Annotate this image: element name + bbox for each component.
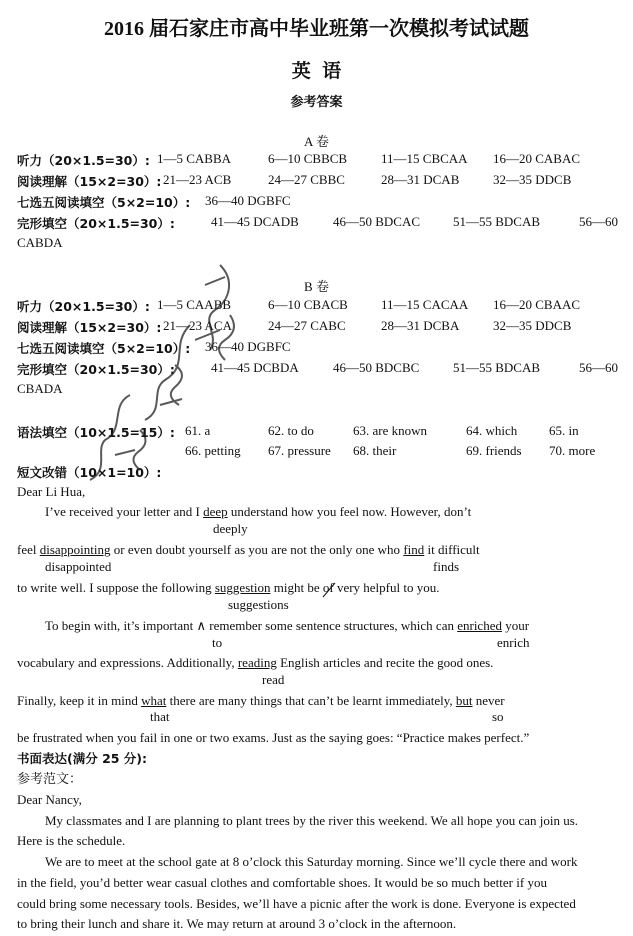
error-word: what [141,693,167,708]
error-word: disappointing [39,542,111,557]
paper-a-cloze-ans-1: 41—45 DCADB [211,214,299,229]
paper-a-seven-ans: 36—40 DGBFC [205,193,291,208]
paper-a-label: A 卷 [304,134,329,149]
paper-b-listening-ans-3: 11—15 CACAA [381,297,469,312]
paper-b-cloze-label: 完形填空（20×1.5=30）: [17,362,175,377]
grammar-item: 68. their [353,443,397,458]
paper-b-listening-ans-1: 1—5 CAABB [157,297,232,312]
writing-line: My classmates and I are planning to plant trees by the river this weekend. We all hope you can join us. [45,813,579,828]
paper-b-reading-ans-2: 24—27 CABC [268,318,346,333]
paper-a-cloze-ans-2: 46—50 BDCAC [333,214,421,229]
writing-line: We are to meet at the school gate at 8 o’clock this Saturday morning. Since we’ll cycle there and work [45,854,578,869]
paper-a-listening-ans-3: 11—15 CBCAA [381,151,468,166]
paper-a-listening-ans-1: 1—5 CABBA [157,151,232,166]
correction-word: disappointed [45,559,112,574]
correction-greeting: Dear Li Hua, [17,484,86,499]
paper-a-cloze-ans-3: 51—55 BDCAB [453,214,541,229]
writing-greeting: Dear Nancy, [17,792,82,807]
paper-b-reading-ans-3: 28—31 DCBA [381,318,460,333]
page-title: 2016 届石家庄市高中毕业班第一次模拟考试试题 [104,18,529,40]
paper-b-reading-ans-4: 32—35 DDCB [493,318,572,333]
error-word: but [455,693,473,708]
correction-word: so [492,709,504,724]
grammar-item: 64. which [466,423,518,438]
correction-line-7: be frustrated when you fail in one or two exams. Just as the saying goes: “Practice makes perfect.” [17,730,530,745]
grammar-item: 62. to do [268,423,314,438]
paper-a-cloze-label: 完形填空（20×1.5=30）: [17,216,175,231]
paper-a-reading-label: 阅读理解（15×2=30）: [17,174,162,189]
answer-key-subtitle: 参考答案 [290,94,343,109]
writing-line: Here is the schedule. [17,833,126,848]
writing-line: could bring some necessary tools. Besides, we’ll have a picnic after the work is done. Everyone is expected [17,896,576,911]
paper-b-listening-ans-2: 6—10 CBACB [268,297,348,312]
paper-a-seven-label: 七选五阅读填空（5×2=10）: [17,195,191,210]
writing-line: in the field, you’d better wear casual clothes and comfortable shoes. It would be so much better if you [17,875,547,890]
paper-b-cloze-ans-4: 56—60 [579,360,618,375]
strike-mark [322,582,336,598]
subject-heading: 英语 [291,61,353,82]
error-word: find [403,542,425,557]
deleted-word: of [323,580,334,595]
paper-a-cloze-ans-4: 56—60 [579,214,618,229]
correction-word: finds [433,559,459,574]
grammar-item: 67. pressure [268,443,331,458]
correction-line-2: feel disappointing or even doubt yourself as you are not the only one who find it difficult [17,542,480,557]
grammar-item: 70. more [549,443,596,458]
error-word: reading [237,655,277,670]
paper-b-seven-ans: 36—40 DGBFC [205,339,291,354]
paper-b-listening-label: 听力（20×1.5=30）: [17,299,150,314]
error-word: suggestion [214,580,271,595]
insert-caret: ∧ [196,618,206,633]
correction-line-1: I’ve received your letter and I deep understand how you feel now. However, don’t [45,504,472,519]
paper-b-seven-label: 七选五阅读填空（5×2=10）: [17,341,191,356]
paper-b-listening-ans-4: 16—20 CBAAC [493,297,581,312]
writing-label: 书面表达(满分 25 分): [17,751,148,766]
correction-word: to [212,635,223,650]
correction-line-5: vocabulary and expressions. Additionally, reading English articles and recite the good ones. [17,655,494,670]
writing-sample-label: 参考范文： [17,771,83,786]
paper-b-cloze-ans-2: 46—50 BDCBC [333,360,420,375]
paper-a-reading-ans-3: 28—31 DCAB [381,172,460,187]
grammar-item: 61. a [185,423,211,438]
correction-word: suggestions [228,597,289,612]
correction-word: that [150,709,170,724]
paper-b-label: B 卷 [304,279,329,294]
paper-b-cloze-ans-1: 41—45 DCBDA [211,360,299,375]
paper-a-cloze-ans-5: CABDA [17,235,63,250]
writing-line: to bring their lunch and share it. We may return at around 3 o’clock in the afternoon. [17,916,457,931]
grammar-item: 65. in [549,423,579,438]
paper-b-reading-label: 阅读理解（15×2=30）: [17,320,162,335]
paper-a-listening-label: 听力（20×1.5=30）: [17,153,150,168]
paper-b-cloze-ans-3: 51—55 BDCAB [453,360,541,375]
correction-label: 短文改错（10×1=10）: [17,465,162,480]
paper-a-listening-ans-2: 6—10 CBBCB [268,151,348,166]
paper-a-reading-ans-2: 24—27 CBBC [268,172,345,187]
grammar-item: 63. are known [353,423,428,438]
paper-b-reading-ans-1: 21—23 ACA [163,318,232,333]
correction-line-6: Finally, keep it in mind what there are many things that can’t be learnt immediately, but never [17,693,505,708]
error-word: deep [203,504,228,519]
grammar-item: 66. petting [185,443,241,458]
paper-a-listening-ans-4: 16—20 CABAC [493,151,581,166]
grammar-label: 语法填空（10×1.5=15）: [17,425,175,440]
correction-word: deeply [213,521,248,536]
correction-word: read [262,672,285,687]
grammar-item: 69. friends [466,443,522,458]
correction-word: enrich [497,635,530,650]
error-word: enriched [457,618,502,633]
paper-a-reading-ans-1: 21—23 ACB [163,172,232,187]
correction-line-3: to write well. I suppose the following suggestion might be of very helpful to you. [17,577,439,598]
correction-line-4: To begin with, it’s important ∧ remember some sentence structures, which can enriched your [45,618,530,633]
paper-a-reading-ans-4: 32—35 DDCB [493,172,572,187]
paper-b-cloze-ans-5: CBADA [17,381,63,396]
